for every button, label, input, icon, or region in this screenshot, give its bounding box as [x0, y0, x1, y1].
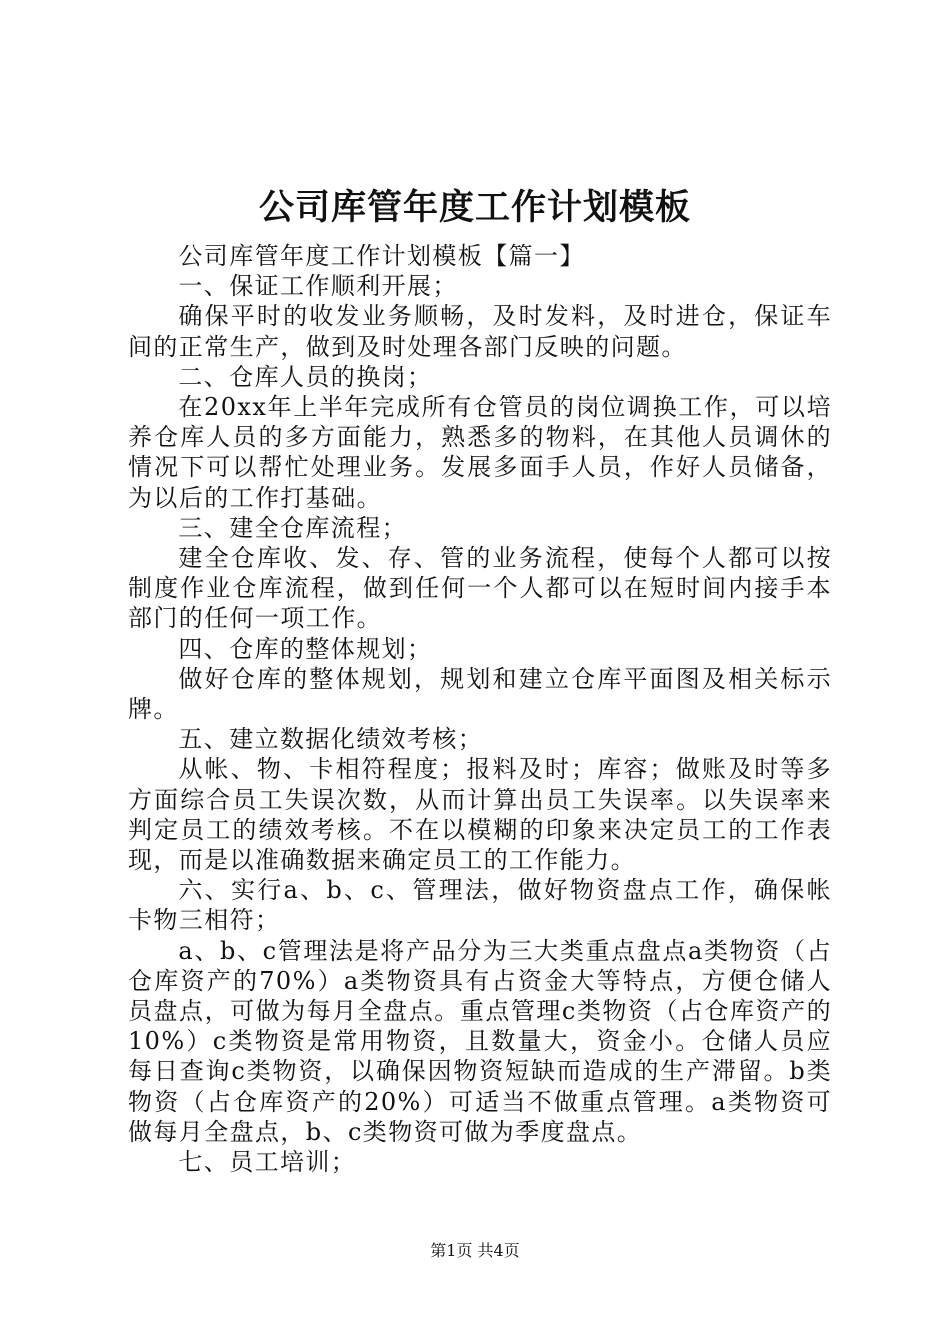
- paragraph-body-1: 确保平时的收发业务顺畅，及时发料，及时进仓，保证车间的正常生产，做到及时处理各部门反映的问题。: [128, 302, 832, 361]
- paragraph-body-4: 做好仓库的整体规划，规划和建立仓库平面图及相关标示牌。: [128, 664, 832, 724]
- paragraph-heading-7: 七、员工培训；: [178, 1148, 357, 1177]
- paragraph-heading-3: 三、建全仓库流程；: [178, 513, 407, 542]
- document-body: [128, 241, 832, 1177]
- paragraph-body-3: 建全仓库收、发、存、管的业务流程，使每个人都可以按制度作业仓库流程，做到任何一个人都可以在短时间内接手本部门的任何一项工作。: [128, 544, 832, 633]
- paragraph-body-6: a、b、c管理法是将产品分为三大类重点盘点a类物资（占仓库资产的70%）a类物资具有占资金大等特点，方便仓储人员盘点，可做为每月全盘点。重点管理c类物资（占仓库资产的10%）c类物资是常用物资，且数量大，资金小。仓储人员应每日查询c类物资，以确保因物资短缺而造成的生产滞留。b类物资（占仓库资产的20%）可适当不做重点管理。a类物资可做每月全盘点，b、c类物资可做为季度盘点。: [128, 936, 832, 1146]
- paragraph-heading-1: 一、保证工作顺利开展；: [178, 272, 458, 301]
- paragraph-body-2: 在20xx年上半年完成所有仓管员的岗位调换工作，可以培养仓库人员的多方面能力，熟悉多的物料，在其他人员调休的情况下可以帮忙处理业务。发展多面手人员，作好人员储备，为以后的工作打基础。: [128, 393, 832, 512]
- page-number: 第1页 共4页: [430, 1241, 520, 1260]
- paragraph-body-5: 从帐、物、卡相符程度；报料及时；库容；做账及时等多方面综合员工失误次数，从而计算出员工失误率。以失误率来判定员工的绩效考核。不在以模糊的印象来决定员工的工作表现，而是以准确数据来确定员工的工作能力。: [128, 755, 832, 875]
- paragraph-heading-5: 五、建立数据化绩效考核；: [178, 725, 484, 754]
- paragraph-heading-6: 六、实行a、b、c、管理法，做好物资盘点工作，确保帐卡物三相符；: [128, 876, 832, 935]
- paragraph-heading-4: 四、仓库的整体规划；: [178, 634, 433, 663]
- paragraph-heading-2: 二、仓库人员的换岗；: [178, 362, 433, 391]
- document-title: 公司库管年度工作计划模板: [258, 187, 691, 228]
- paragraph-section-header: 公司库管年度工作计划模板【篇一】: [178, 242, 585, 270]
